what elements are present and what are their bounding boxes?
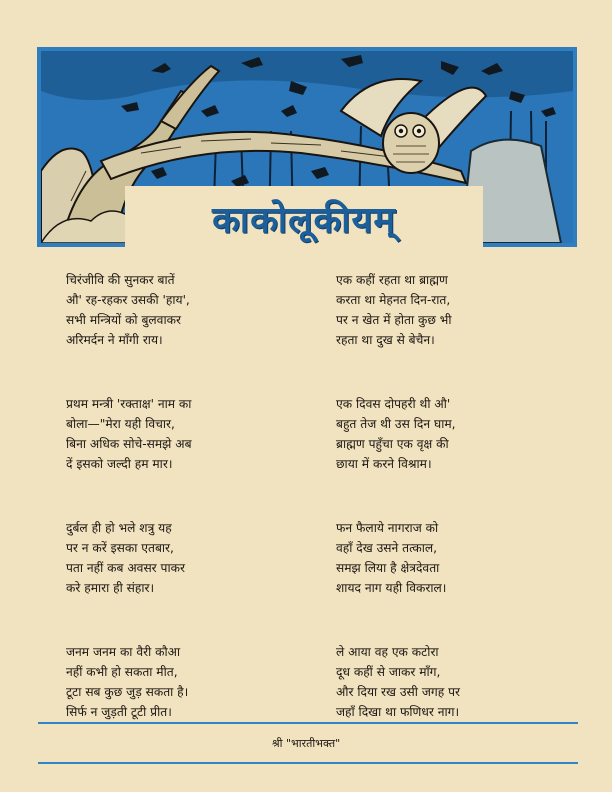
poem-line: एक कहीं रहता था ब्राह्मण	[336, 273, 448, 287]
poem-line: दें इसको जल्दी हम मार।	[66, 457, 173, 471]
poem-line: फन फैलाये नागराज को	[336, 521, 439, 535]
stanza	[336, 518, 576, 598]
poem-line: और दिया रख उसी जगह पर	[336, 685, 460, 699]
poem-line: जहाँ दिखा था फणिधर नाग।	[336, 705, 460, 719]
poem-line: चिरंजीवि की सुनकर बातें	[66, 273, 175, 287]
poem-line: पता नहीं कब अवसर पाकर	[66, 561, 185, 575]
poem-line: नहीं कभी हो सकता मीत,	[66, 665, 178, 679]
poem-line: एक दिवस दोपहरी थी औ'	[336, 397, 451, 411]
author-credit: श्री "भारतीभक्त"	[271, 737, 341, 750]
poem-line: अरिमर्दन ने माँगी राय।	[66, 333, 163, 347]
poem-line: बोला—"मेरा यही विचार,	[66, 417, 175, 431]
poem-line: समझ लिया है क्षेत्रदेवता	[336, 561, 440, 575]
poem-line: पर न करें इसका एतबार,	[66, 541, 174, 555]
poem-title: काकोलूकीयम्	[212, 200, 396, 241]
poem-line: प्रथम मन्त्री 'रक्ताक्ष' नाम का	[66, 397, 192, 411]
poem-line: ले आया वह एक कटोरा	[336, 645, 439, 659]
stanza	[336, 270, 576, 350]
poem-line: बिना अधिक सोचे-समझे अब	[66, 437, 192, 451]
poem-line: रहता था दुख से बेचैन।	[336, 333, 435, 347]
poem-line: सभी मन्त्रियों को बुलवाकर	[66, 313, 181, 327]
poem-line: टूटा सब कुछ जुड़ सकता है।	[66, 685, 189, 699]
poem-line: बहुत तेज थी उस दिन घाम,	[336, 417, 456, 431]
poem-column-left	[66, 270, 306, 766]
poem-line: करे हमारा ही संहार।	[66, 581, 155, 595]
stanza	[336, 394, 576, 474]
poem-line: जनम जनम का वैरी कौआ	[66, 645, 181, 659]
stanza	[336, 642, 576, 722]
stanza	[66, 518, 306, 598]
title-panel	[125, 186, 483, 250]
poem-line: शायद नाग यही विकराल।	[336, 581, 447, 595]
footer-rule-top	[38, 722, 578, 724]
stanza	[66, 642, 306, 722]
poem-line: दुर्बल ही हो भले शत्रु यह	[66, 521, 172, 535]
poem-line: ब्राह्मण पहुँचा एक वृक्ष की	[336, 437, 449, 451]
poem-line: सिर्फ न जुड़ती टूटी प्रीत।	[66, 705, 172, 719]
footer-rule-bottom	[38, 762, 578, 764]
poem-line: औ' रह-रहकर उसकी 'हाय',	[66, 293, 190, 307]
poem-line: करता था मेहनत दिन-रात,	[336, 293, 451, 307]
poem-line: छाया में करने विश्राम।	[336, 457, 432, 471]
poem-line: पर न खेत में होता कुछ भी	[336, 313, 452, 327]
stanza	[66, 270, 306, 350]
stanza	[66, 394, 306, 474]
poem-line: दूध कहीं से जाकर माँग,	[336, 665, 441, 679]
poem-line: वहाँ देख उसने तत्काल,	[336, 541, 438, 555]
poem-column-right	[336, 270, 576, 766]
